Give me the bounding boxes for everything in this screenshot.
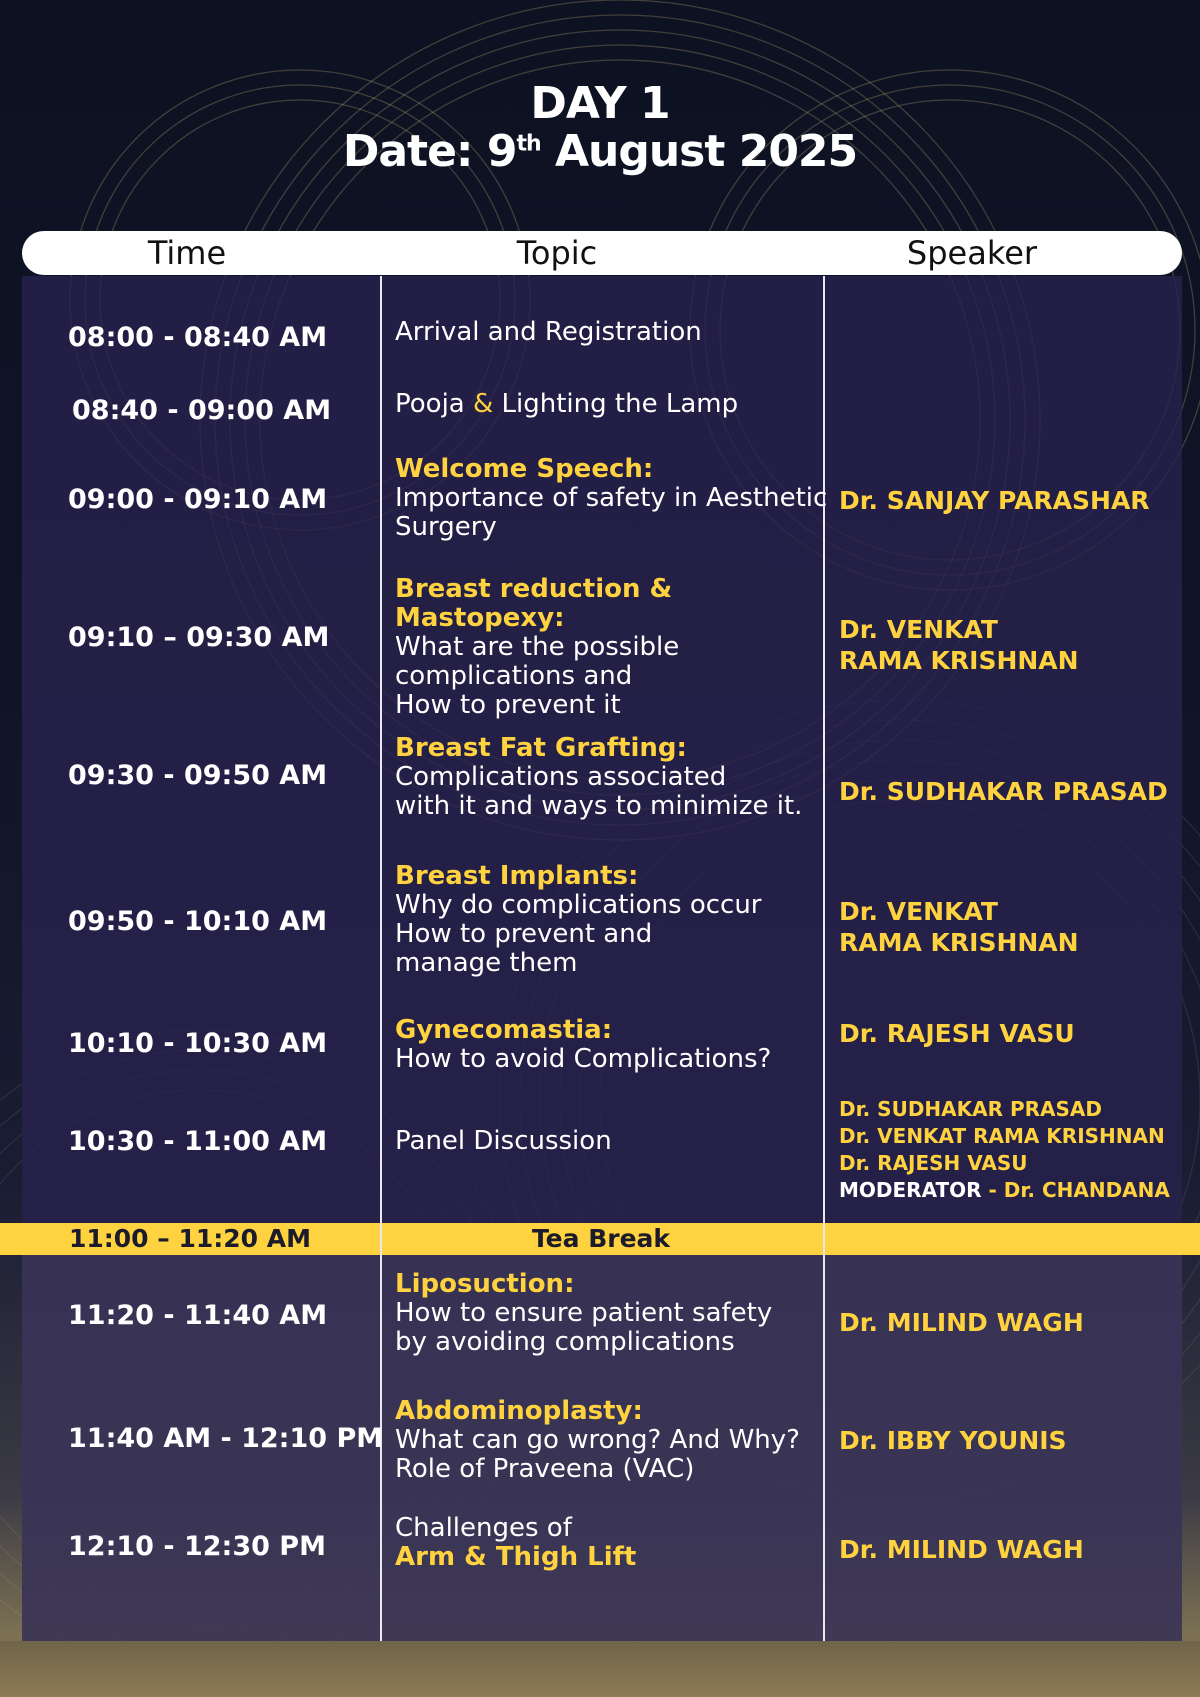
- tea-break-time: 11:00 – 11:20 AM: [69, 1224, 311, 1253]
- tea-break-row: [0, 1223, 1200, 1255]
- row-time: 09:50 - 10:10 AM: [68, 906, 328, 937]
- topic-line: What are the possible: [395, 632, 680, 662]
- moderator-name: - Dr. CHANDANA: [981, 1178, 1170, 1202]
- topic-line: Why do complications occur: [395, 890, 762, 920]
- date-superscript: th: [516, 131, 541, 157]
- column-header-time: Time: [147, 234, 227, 272]
- topic-title: Breast Fat Grafting:: [395, 733, 687, 763]
- topic-line: How to prevent it: [395, 690, 621, 720]
- topic-line: Challenges of: [395, 1513, 572, 1543]
- topic-line: How to prevent and: [395, 919, 653, 949]
- row-speaker: [839, 896, 1189, 958]
- row-topic: Panel Discussion: [395, 1126, 612, 1156]
- row-topic: [395, 455, 835, 542]
- topic-description: Importance of safety in Aesthetic Surgery: [395, 483, 828, 542]
- row-topic: Arrival and Registration: [395, 317, 702, 347]
- topic-text: Pooja: [395, 389, 473, 419]
- row-time: 09:10 – 09:30 AM: [68, 622, 330, 653]
- speaker-line: Dr. VENKAT: [839, 897, 998, 926]
- topic-title: Liposuction:: [395, 1269, 575, 1299]
- row-topic: [395, 1397, 835, 1484]
- row-topic: [395, 1514, 835, 1572]
- topic-title: Welcome Speech:: [395, 454, 654, 484]
- topic-title: Breast reduction & Mastopexy:: [395, 574, 673, 633]
- moderator-label: MODERATOR: [839, 1178, 982, 1202]
- row-speaker: Dr. SANJAY PARASHAR: [839, 486, 1150, 515]
- topic-title: Breast Implants:: [395, 861, 639, 891]
- row-speaker: Dr. MILIND WAGH: [839, 1308, 1084, 1337]
- row-topic: [395, 1016, 835, 1074]
- date-title: [0, 126, 1200, 177]
- topic-line: How to avoid Complications?: [395, 1044, 772, 1074]
- date-suffix: August 2025: [540, 126, 858, 177]
- speaker-line: RAMA KRISHNAN: [839, 646, 1079, 675]
- topic-title: Abdominoplasty:: [395, 1396, 643, 1426]
- row-time: 12:10 - 12:30 PM: [68, 1531, 326, 1562]
- topic-title: Arm & Thigh Lift: [395, 1542, 637, 1572]
- day-title: DAY 1: [530, 78, 670, 129]
- row-topic: [395, 575, 835, 720]
- row-time: 11:40 AM - 12:10 PM: [68, 1423, 384, 1454]
- topic-line: complications and: [395, 661, 633, 691]
- speaker-line: Dr. VENKAT: [839, 615, 998, 644]
- row-time: 10:10 - 10:30 AM: [68, 1028, 328, 1059]
- speaker-line: Dr. RAJESH VASU: [839, 1151, 1028, 1175]
- topic-line: What can go wrong? And Why?: [395, 1425, 800, 1455]
- table-header: [22, 231, 1182, 275]
- row-speaker: Dr. IBBY YOUNIS: [839, 1426, 1067, 1455]
- row-speaker: Dr. MILIND WAGH: [839, 1535, 1084, 1564]
- column-header-speaker: Speaker: [906, 234, 1038, 272]
- topic-ampersand: &: [473, 389, 494, 419]
- row-topic: [395, 734, 835, 821]
- row-time: 11:20 - 11:40 AM: [68, 1300, 328, 1331]
- topic-line: by avoiding complications: [395, 1327, 735, 1357]
- topic-line: How to ensure patient safety: [395, 1298, 773, 1328]
- speaker-line: Dr. SUDHAKAR PRASAD: [839, 1097, 1102, 1121]
- topic-line: Role of Praveena (VAC): [395, 1454, 695, 1484]
- row-speaker: Dr. RAJESH VASU: [839, 1019, 1075, 1048]
- topic-line: Complications associated: [395, 762, 727, 792]
- moderator-line: [839, 1177, 1189, 1204]
- bottom-band: [0, 1641, 1200, 1697]
- row-speaker-panel: [839, 1096, 1189, 1204]
- topic-title: Gynecomastia:: [395, 1015, 613, 1045]
- row-time: 08:40 - 09:00 AM: [72, 395, 332, 426]
- row-time: 10:30 - 11:00 AM: [68, 1126, 328, 1157]
- topic-line: manage them: [395, 948, 578, 978]
- date-prefix: Date: 9: [342, 126, 517, 177]
- column-divider: [380, 1223, 382, 1255]
- speaker-line: RAMA KRISHNAN: [839, 928, 1079, 957]
- column-header-topic: Topic: [516, 234, 598, 272]
- row-topic: [395, 1270, 835, 1357]
- row-speaker: Dr. SUDHAKAR PRASAD: [839, 777, 1168, 806]
- row-speaker: [839, 614, 1189, 676]
- topic-text: Lighting the Lamp: [493, 389, 739, 419]
- row-time: 09:00 - 09:10 AM: [68, 484, 328, 515]
- speaker-line: Dr. VENKAT RAMA KRISHNAN: [839, 1124, 1165, 1148]
- row-topic: [395, 390, 835, 419]
- row-topic: [395, 862, 835, 978]
- topic-line: with it and ways to minimize it.: [395, 791, 803, 821]
- column-divider: [823, 1223, 825, 1255]
- row-time: 09:30 - 09:50 AM: [68, 760, 328, 791]
- row-time: 08:00 - 08:40 AM: [68, 322, 328, 353]
- tea-break-label: Tea Break: [531, 1224, 671, 1253]
